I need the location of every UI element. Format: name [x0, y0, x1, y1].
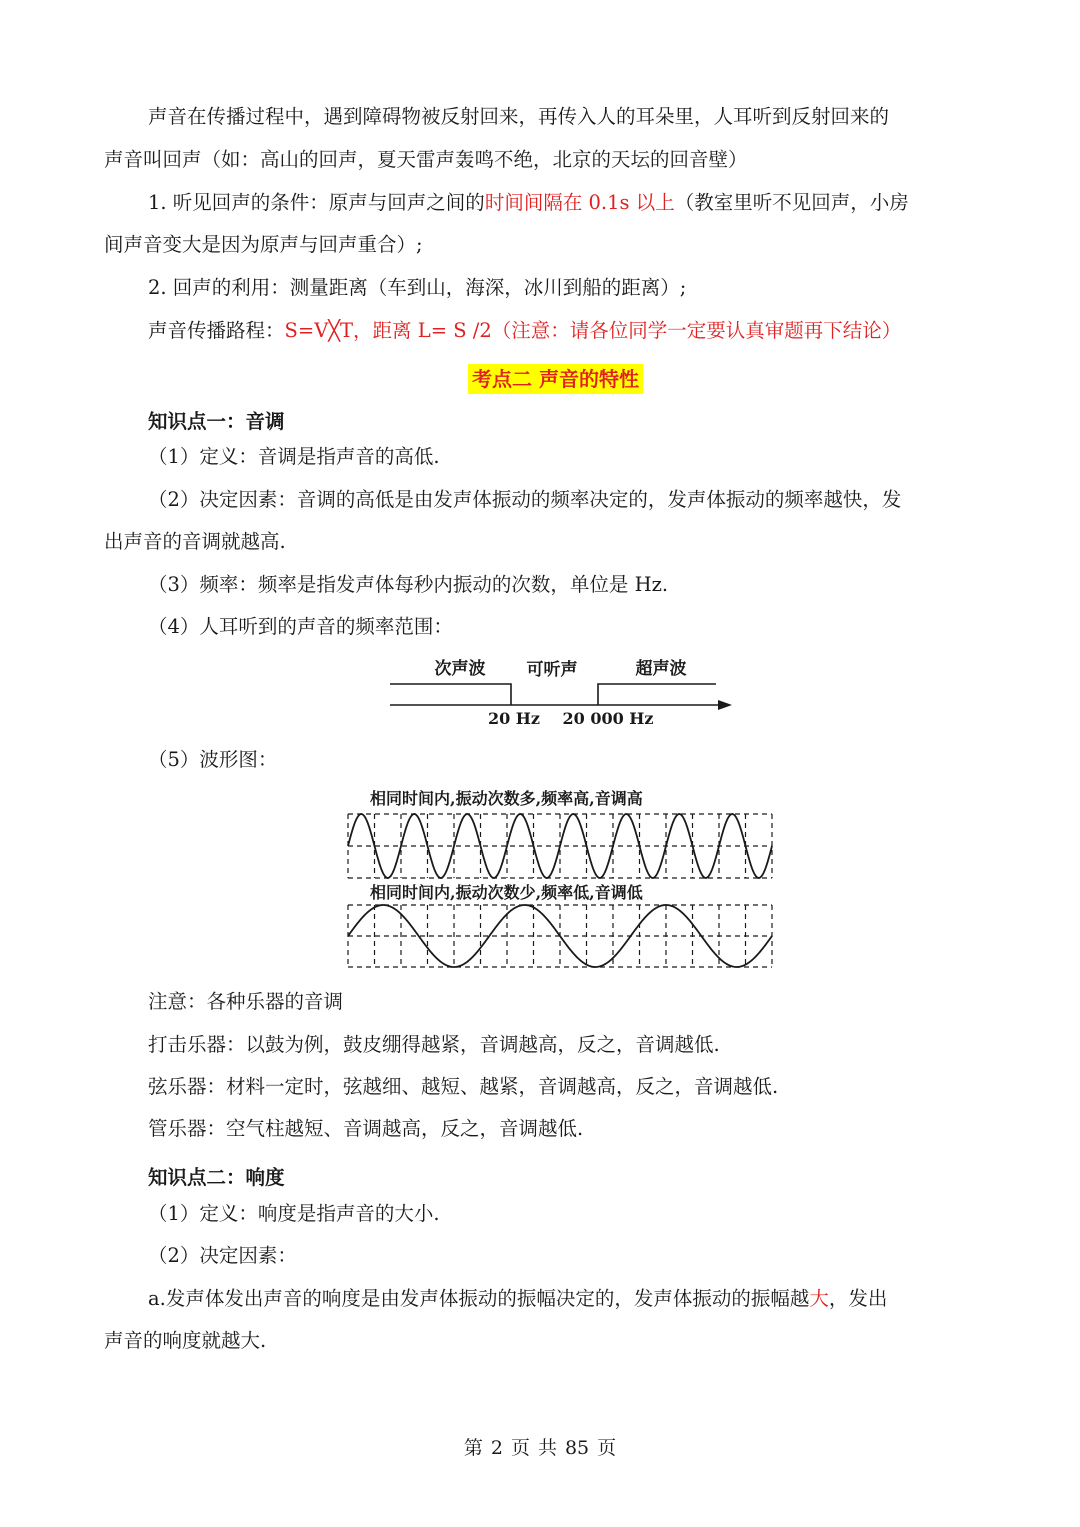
high-threshold-label: 20 000 Hz — [562, 709, 654, 728]
loudness-factor: （2）决定因素： — [148, 1244, 297, 1267]
string-note: 弦乐器：材料一定时，弦越细、越短、越紧，音调越高，反之，音调越低. — [148, 1075, 779, 1098]
pitch-heading: 知识点一：音调 — [148, 410, 285, 433]
footer-suffix: 页 — [597, 1437, 617, 1459]
footer-prefix: 第 — [463, 1437, 483, 1459]
page-number: 2 — [490, 1437, 503, 1459]
echo-condition-line-1 — [148, 189, 1028, 217]
echo-paragraph-line-1: 声音在传播过程中，遇到障碍物被反射回来，再传入人的耳朵里，人耳听到反射回来的 — [148, 105, 890, 128]
instrument-note: 注意：各种乐器的音调 — [148, 990, 344, 1013]
amplitude-highlight: 大 — [809, 1287, 829, 1310]
loudness-heading: 知识点二：响度 — [148, 1166, 285, 1189]
echo-condition-text: 1. 听见回声的条件：原声与回声之间的 — [148, 191, 485, 214]
echo-condition-highlight: 时间间隔在 0.1s 以上 — [484, 191, 675, 214]
waveform-label: （5）波形图： — [148, 748, 278, 771]
pitch-definition: （1）定义：音调是指声音的高低. — [148, 445, 440, 468]
loudness-amplitude-line-1 — [148, 1285, 1028, 1313]
echo-paragraph-line-2: 声音叫回声（如：高山的回声，夏天雷声轰鸣不绝，北京的天坛的回音壁） — [104, 148, 748, 171]
frequency-range-diagram — [380, 650, 740, 736]
infrasound-bracket — [390, 684, 511, 705]
formula-label: 声音传播路程： — [148, 319, 285, 342]
pitch-factor-line-2: 出声音的音调就越高. — [104, 530, 286, 553]
page-footer — [0, 1434, 1080, 1462]
formula-highlight: S=V╳T，距离 L= S /2（注意：请各位同学一定要认真审题再下结论） — [284, 319, 902, 342]
loudness-amplitude-line-2: 声音的响度就越大. — [104, 1329, 267, 1352]
axis-arrow-icon — [718, 700, 732, 710]
echo-condition-note: （教室里听不见回声，小房 — [674, 191, 909, 214]
echo-formula-line — [148, 317, 1028, 345]
audible-label: 可听声 — [526, 660, 578, 680]
high-frequency-caption: 相同时间内,振动次数多,频率高,音调高 — [370, 789, 643, 808]
section-title: 考点二 声音的特性 — [468, 364, 643, 394]
waveform-diagram — [340, 784, 780, 974]
pitch-factor-line-1: （2）决定因素：音调的高低是由发声体振动的频率决定的，发声体振动的频率越快，发 — [148, 488, 902, 511]
amplitude-text: a.发声体发出声音的响度是由发声体振动的振幅决定的，发声体振动的振幅越 — [148, 1287, 810, 1310]
pitch-frequency: （3）频率：频率是指发声体每秒内振动的次数，单位是 Hz. — [148, 573, 669, 596]
pitch-range: （4）人耳听到的声音的频率范围： — [148, 615, 453, 638]
echo-condition-line-2: 间声音变大是因为原声与回声重合）; — [104, 233, 423, 256]
loudness-definition: （1）定义：响度是指声音的大小. — [148, 1202, 440, 1225]
percussion-note: 打击乐器：以鼓为例，鼓皮绷得越紧，音调越高，反之，音调越低. — [148, 1033, 720, 1056]
low-frequency-caption: 相同时间内,振动次数少,频率低,音调低 — [370, 883, 643, 902]
wind-note: 管乐器：空气柱越短、音调越高，反之，音调越低. — [148, 1117, 584, 1140]
total-pages: 85 — [564, 1437, 590, 1459]
ultrasound-label: 超声波 — [635, 659, 687, 679]
footer-total-word: 共 — [537, 1437, 557, 1459]
echo-use-line: 2. 回声的利用：测量距离（车到山，海深，冰川到船的距离）; — [148, 276, 687, 299]
infrasound-label: 次声波 — [434, 659, 486, 679]
amplitude-text-end: ，发出 — [828, 1287, 888, 1310]
ultrasound-bracket — [598, 684, 716, 705]
low-threshold-label: 20 Hz — [487, 709, 541, 728]
footer-page-word: 页 — [510, 1437, 530, 1459]
